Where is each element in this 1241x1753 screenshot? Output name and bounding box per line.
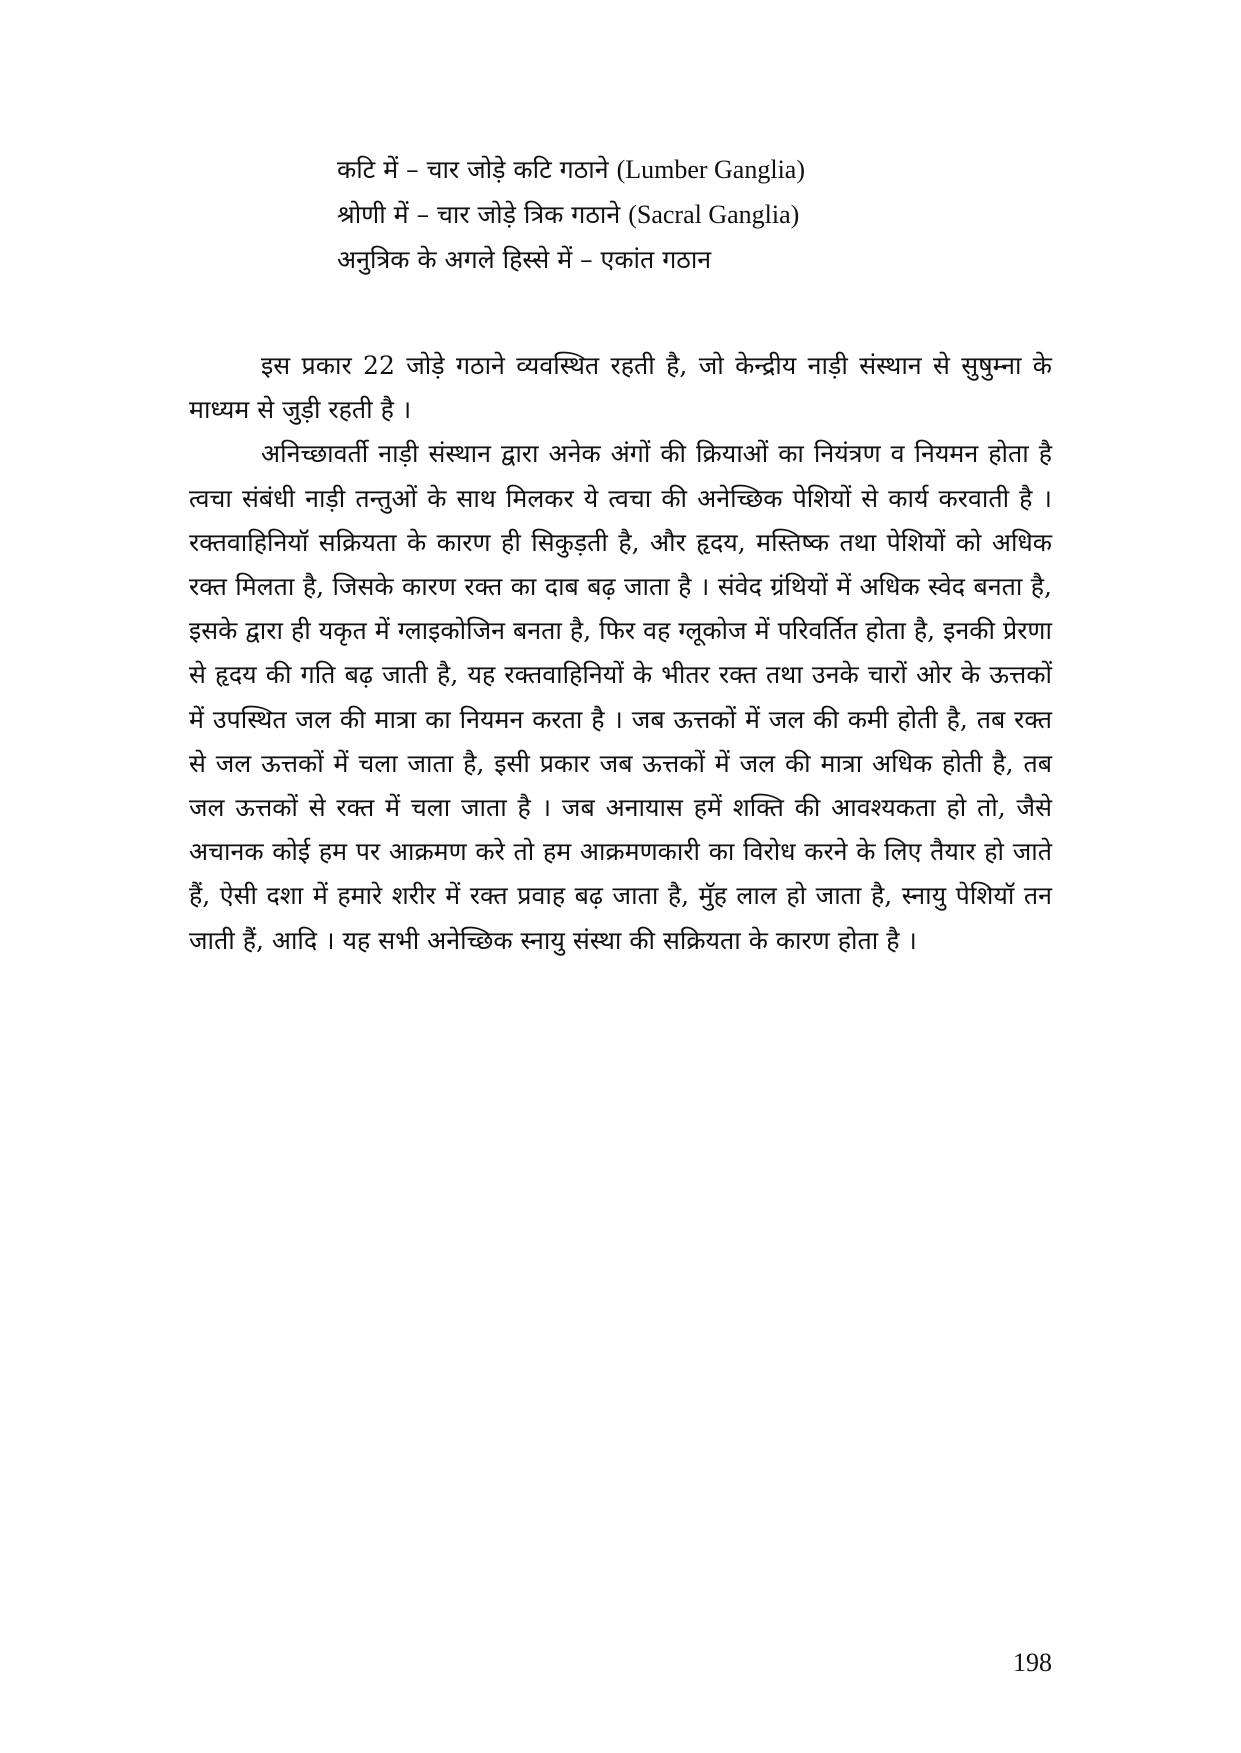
page-number: 198 bbox=[1013, 1648, 1052, 1677]
list-item-latin-term: (Lumber Ganglia) bbox=[616, 155, 805, 184]
list-item-latin-term: (Sacral Ganglia) bbox=[628, 200, 800, 229]
body-text bbox=[189, 344, 1052, 963]
ganglia-list bbox=[337, 147, 1097, 282]
list-item-coccygeal bbox=[337, 237, 1097, 282]
list-item-text: अनुत्रिक के अगले हिस्से में – एकांत गठान bbox=[337, 245, 712, 274]
list-item-lumbar bbox=[337, 147, 1097, 192]
list-item-sacral bbox=[337, 192, 1097, 237]
list-item-text: कटि में – चार जोड़े कटि गठाने bbox=[337, 155, 617, 184]
list-item-text: श्रोणी में – चार जोड़े त्रिक गठाने bbox=[337, 200, 629, 229]
paragraph: अनिच्छावर्ती नाड़ी संस्थान द्वारा अनेक अंगों की क्रियाओं का नियंत्रण व नियमन होता है त्वचा संबंधी नाड़ी तन्तुओं के साथ मिलकर ये त्वचा की अनेच्छिक पेशियों से कार्य करवाती है । रक्तवाहिनियॉ सक्रियता के कारण ही सिकुड़ती है, और हृदय, मस्तिष्क तथा पेशियों को अधिक रक्त मिलता है, जिसके कारण रक्त का दाब बढ़ जाता है । संवेद ग्रंथियों में अधिक स्वेद बनता है, इसके द्वारा ही यकृत में ग्लाइकोजिन बनता है, फिर वह ग्लूकोज में परिवर्तित होता है, इनकी प्रेरणा से हृदय की गति बढ़ जाती है, यह रक्तवाहिनियों के भीतर रक्त तथा उनके चारों ओर के ऊत्तकों में उपस्थित जल की मात्रा का नियमन करता है । जब ऊत्तकों में जल की कमी होती है, तब रक्त से जल ऊत्तकों में चला जाता है, इसी प्रकार जब ऊत्तकों में जल की मात्रा अधिक होती है, तब जल ऊत्तकों से रक्त में चला जाता है । जब अनायास हमें शक्ति की आवश्यकता हो तो, जैसे अचानक कोई हम पर आक्रमण करे तो हम आक्रमणकारी का विरोध करने के लिए तैयार हो जाते हैं, ऐसी दशा में हमारे शरीर में रक्त प्रवाह बढ़ जाता है, मुॅह लाल हो जाता है, स्नायु पेशियॉ तन जाती हैं, आदि । यह सभी अनेच्छिक स्नायु संस्था की सक्रियता के कारण होता है । bbox=[189, 439, 1052, 955]
paragraph: इस प्रकार 22 जोड़े गठाने व्यवस्थित रहती है, जो केन्द्रीय नाड़ी संस्थान से सुषुम्ना के माध्यम से जुड़ी रहती है । bbox=[189, 351, 1052, 425]
